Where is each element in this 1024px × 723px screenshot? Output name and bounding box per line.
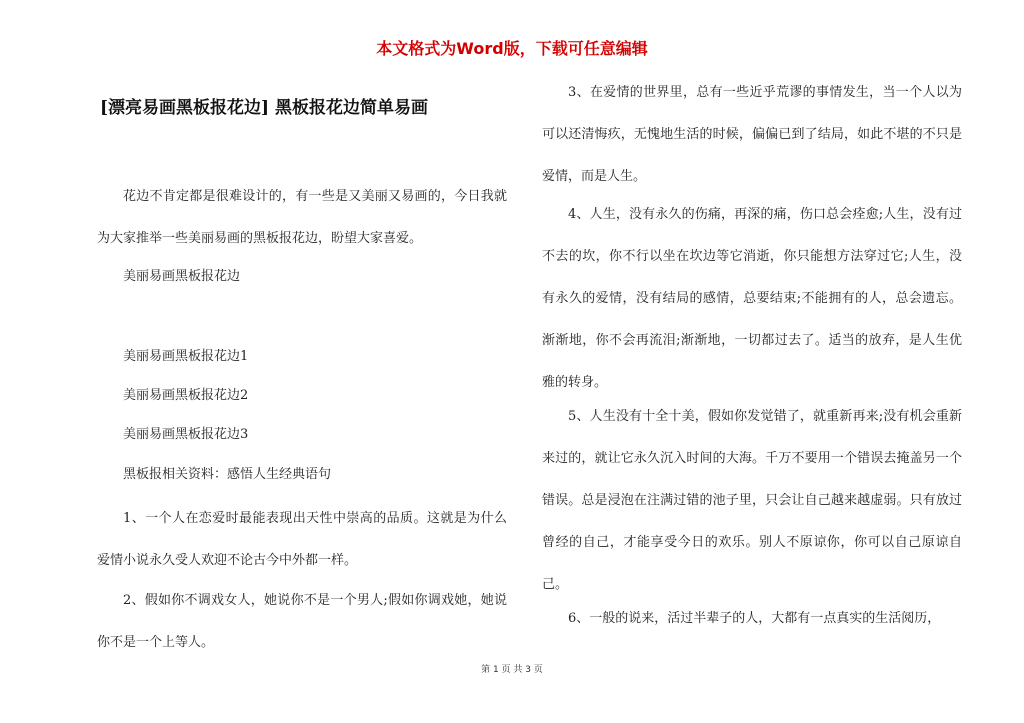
document-banner: 本文格式为Word版，下载可任意编辑	[376, 39, 648, 58]
document-title: [漂亮易画黑板报花边] 黑板报花边简单易画	[100, 98, 429, 118]
list-item: 美丽易画黑板报花边2	[123, 388, 249, 403]
list-item: 美丽易画黑板报花边3	[123, 427, 249, 442]
quote-paragraph: 2、假如你不调戏女人，她说你不是一个男人;假如你调戏她，她说你不是一个上等人。	[97, 593, 507, 650]
quote-paragraph: 3、在爱情的世界里，总有一些近乎荒谬的事情发生，当一个人以为可以还清悔疚，无愧地生活的时候，偏偏已到了结局，如此不堪的不只是爱情，而是人生。	[542, 85, 962, 184]
section-heading: 美丽易画黑板报花边	[123, 269, 241, 284]
quote-paragraph: 4、人生，没有永久的伤痛，再深的痛，伤口总会痊愈;人生，没有过不去的坎，你不行以坐在坎边等它消逝，你只能想方法穿过它;人生，没有永久的爱情，没有结局的感情，总要结束;不能拥有的人，总会遗忘。渐渐地，你不会再流泪;渐渐地，一切都过去了。适当的放弃，是人生优雅的转身。	[542, 207, 962, 390]
intro-paragraph: 花边不肯定都是很难设计的，有一些是又美丽又易画的，今日我就为大家推举一些美丽易画的黑板报花边，盼望大家喜爱。	[97, 189, 507, 246]
page-number: 第 1 页 共 3 页	[481, 665, 543, 675]
quote-paragraph: 1、一个人在恋爱时最能表现出天性中崇高的品质。这就是为什么爱情小说永久受人欢迎不论古今中外都一样。	[97, 511, 507, 568]
quote-paragraph: 6、一般的说来，活过半辈子的人，大都有一点真实的生活阅历，	[568, 611, 941, 626]
related-heading: 黑板报相关资料：感悟人生经典语句	[123, 467, 332, 482]
list-item: 美丽易画黑板报花边1	[123, 349, 249, 364]
quote-paragraph: 5、人生没有十全十美，假如你发觉错了，就重新再来;没有机会重新来过的，就让它永久沉入时间的大海。千万不要用一个错误去掩盖另一个错误。总是浸泡在注满过错的池子里，只会让自己越来越虚弱。只有放过曾经的自己，才能享受今日的欢乐。别人不原谅你，你可以自己原谅自己。	[542, 409, 962, 592]
